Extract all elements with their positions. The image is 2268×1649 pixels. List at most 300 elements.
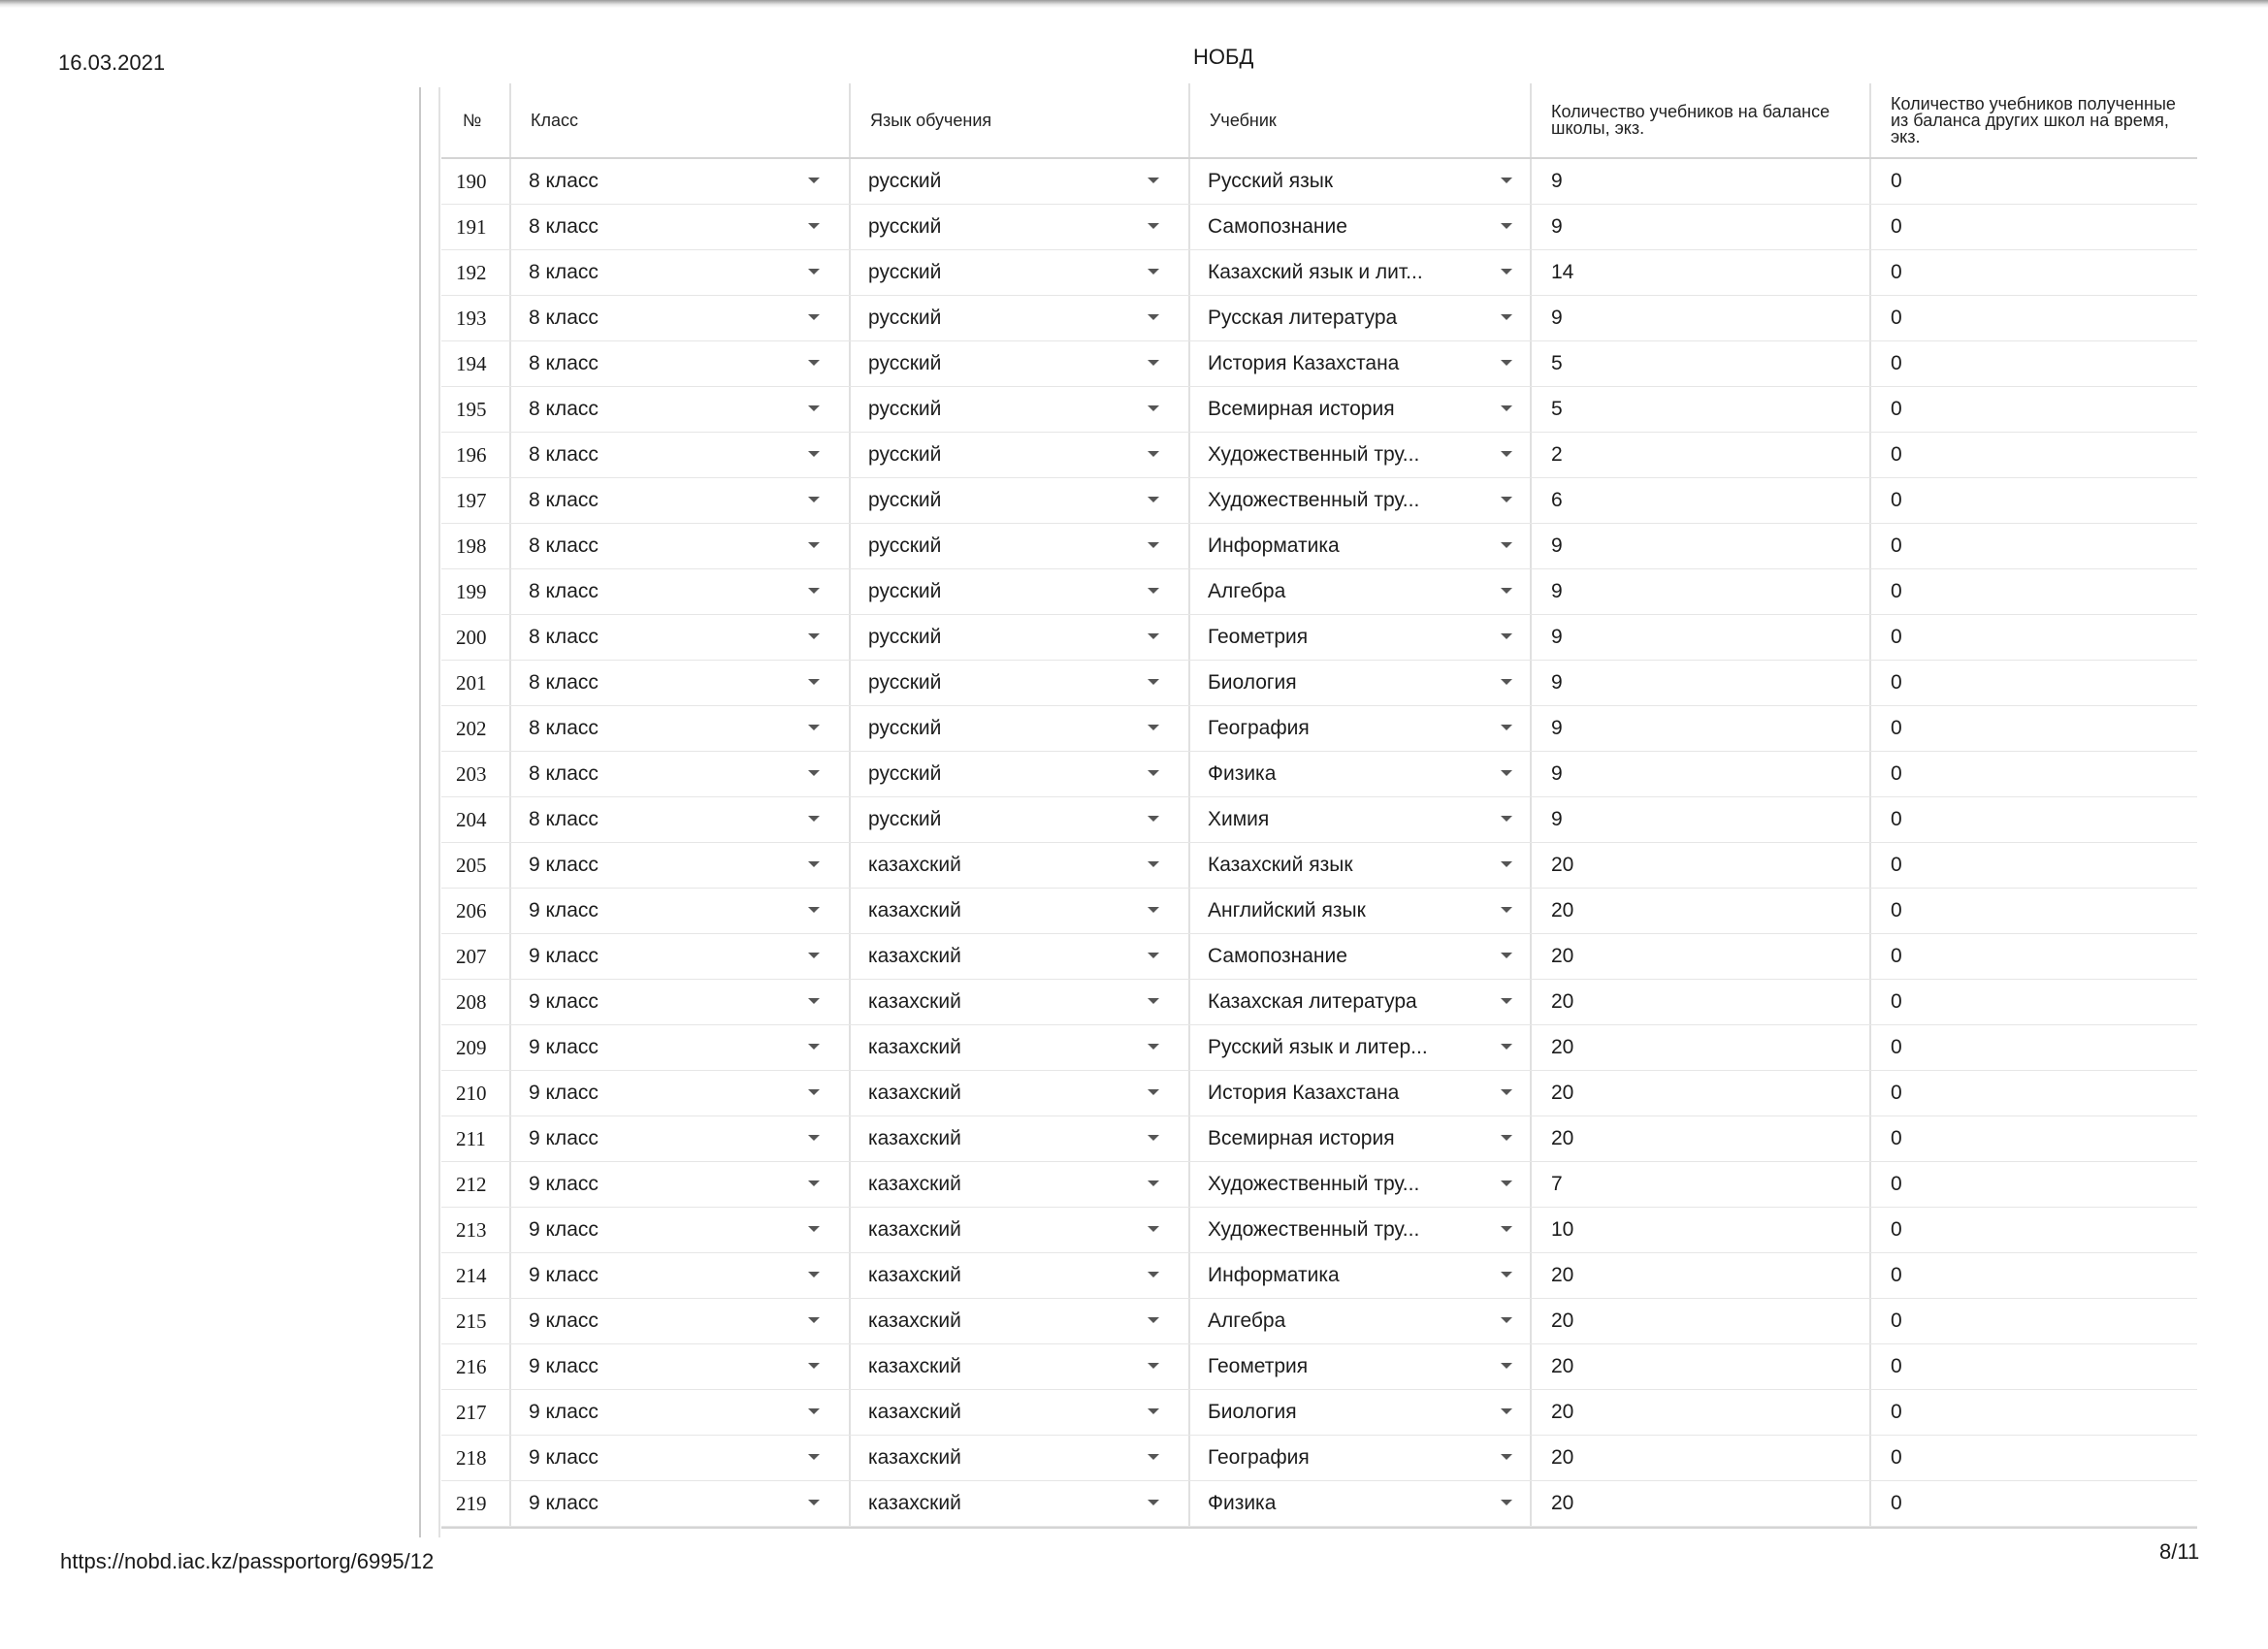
chevron-down-icon[interactable] <box>1148 1135 1159 1141</box>
chevron-down-icon[interactable] <box>1148 953 1159 958</box>
row-number: 202 <box>456 716 487 740</box>
chevron-down-icon[interactable] <box>1501 1317 1512 1323</box>
language-select[interactable] <box>849 250 1188 295</box>
textbook-select-value: Самопознание <box>1208 945 1347 967</box>
chevron-down-icon[interactable] <box>808 178 820 183</box>
chevron-down-icon[interactable] <box>808 1044 820 1050</box>
language-select-value: русский <box>868 261 942 283</box>
textbook-select[interactable] <box>1188 661 1530 705</box>
textbook-select-value: История Казахстана <box>1208 1082 1400 1104</box>
row-number: 194 <box>456 351 487 375</box>
balance-input[interactable]: 20 <box>1530 1253 1869 1298</box>
chevron-down-icon[interactable] <box>808 633 820 639</box>
balance-input[interactable]: 20 <box>1530 1299 1869 1343</box>
textbook-select[interactable] <box>1188 341 1530 386</box>
chevron-down-icon[interactable] <box>1501 1044 1512 1050</box>
balance-input[interactable]: 9 <box>1530 752 1869 796</box>
balance-input[interactable]: 9 <box>1530 205 1869 249</box>
language-select[interactable] <box>849 569 1188 614</box>
chevron-down-icon[interactable] <box>808 907 820 913</box>
textbook-select[interactable] <box>1188 1436 1530 1480</box>
chevron-down-icon[interactable] <box>808 588 820 594</box>
chevron-down-icon[interactable] <box>1148 497 1159 502</box>
textbook-select[interactable] <box>1188 889 1530 933</box>
chevron-down-icon[interactable] <box>1501 314 1512 320</box>
table-row <box>441 1299 2197 1344</box>
chevron-down-icon[interactable] <box>808 405 820 411</box>
class-select[interactable] <box>509 159 849 204</box>
chevron-down-icon[interactable] <box>1501 1180 1512 1186</box>
sidebar-divider <box>419 87 421 1537</box>
chevron-down-icon[interactable] <box>1148 1363 1159 1369</box>
chevron-down-icon[interactable] <box>808 542 820 548</box>
chevron-down-icon[interactable] <box>1148 1089 1159 1095</box>
class-select-value: 9 класс <box>529 1355 599 1377</box>
chevron-down-icon[interactable] <box>1148 223 1159 229</box>
class-select[interactable] <box>509 706 849 751</box>
received-input[interactable]: 0 <box>1869 478 2197 523</box>
class-select[interactable] <box>509 1299 849 1343</box>
class-select[interactable] <box>509 524 849 568</box>
balance-input[interactable]: 20 <box>1530 1116 1869 1161</box>
class-select[interactable] <box>509 205 849 249</box>
balance-input[interactable]: 5 <box>1530 387 1869 432</box>
balance-input[interactable]: 9 <box>1530 569 1869 614</box>
language-select-value: русский <box>868 307 942 329</box>
chevron-down-icon[interactable] <box>1148 360 1159 366</box>
balance-input[interactable]: 20 <box>1530 1071 1869 1116</box>
chevron-down-icon[interactable] <box>1148 907 1159 913</box>
chevron-down-icon[interactable] <box>1148 1408 1159 1414</box>
received-input[interactable]: 0 <box>1869 1071 2197 1116</box>
class-select[interactable] <box>509 797 849 842</box>
row-number: 208 <box>456 989 487 1014</box>
balance-input[interactable]: 9 <box>1530 661 1869 705</box>
balance-input[interactable]: 6 <box>1530 478 1869 523</box>
language-select[interactable] <box>849 706 1188 751</box>
chevron-down-icon[interactable] <box>1501 497 1512 502</box>
chevron-down-icon[interactable] <box>1148 588 1159 594</box>
class-select-value: 9 класс <box>529 1127 599 1149</box>
balance-input[interactable]: 9 <box>1530 797 1869 842</box>
textbook-select[interactable] <box>1188 843 1530 888</box>
chevron-down-icon[interactable] <box>1501 1500 1512 1505</box>
language-select[interactable] <box>849 341 1188 386</box>
language-select[interactable] <box>849 433 1188 477</box>
row-number: 203 <box>456 761 487 786</box>
table-row <box>441 524 2197 569</box>
class-select-value: 9 класс <box>529 1173 599 1195</box>
table-row <box>441 1116 2197 1162</box>
chevron-down-icon[interactable] <box>1501 1089 1512 1095</box>
chevron-down-icon[interactable] <box>1148 1454 1159 1460</box>
class-select[interactable] <box>509 752 849 796</box>
chevron-down-icon[interactable] <box>808 861 820 867</box>
chevron-down-icon[interactable] <box>808 1408 820 1414</box>
chevron-down-icon[interactable] <box>808 953 820 958</box>
language-select[interactable] <box>849 980 1188 1024</box>
language-select-value: русский <box>868 626 942 648</box>
chevron-down-icon[interactable] <box>1501 223 1512 229</box>
received-input[interactable]: 0 <box>1869 159 2197 204</box>
chevron-down-icon[interactable] <box>1148 178 1159 183</box>
chevron-down-icon[interactable] <box>808 497 820 502</box>
language-select[interactable] <box>849 387 1188 432</box>
textbook-select-value: Биология <box>1208 1401 1297 1423</box>
received-input[interactable]: 0 <box>1869 1299 2197 1343</box>
chevron-down-icon[interactable] <box>1148 816 1159 822</box>
balance-input[interactable]: 9 <box>1530 615 1869 660</box>
class-select[interactable] <box>509 250 849 295</box>
class-select[interactable] <box>509 569 849 614</box>
textbook-select[interactable] <box>1188 797 1530 842</box>
page-number: 8/11 <box>2159 1539 2200 1564</box>
class-select[interactable] <box>509 980 849 1024</box>
class-select[interactable] <box>509 433 849 477</box>
language-select[interactable] <box>849 797 1188 842</box>
language-select-value: русский <box>868 489 942 511</box>
language-select-value: казахский <box>868 899 961 922</box>
textbook-select[interactable] <box>1188 205 1530 249</box>
language-select[interactable] <box>849 1436 1188 1480</box>
balance-input[interactable]: 20 <box>1530 889 1869 933</box>
textbook-select[interactable] <box>1188 250 1530 295</box>
textbook-select-value: Русский язык и литер... <box>1208 1036 1428 1058</box>
print-date: 16.03.2021 <box>58 50 166 75</box>
chevron-down-icon[interactable] <box>1148 998 1159 1004</box>
balance-input[interactable]: 20 <box>1530 1436 1869 1480</box>
chevron-down-icon[interactable] <box>1501 542 1512 548</box>
chevron-down-icon[interactable] <box>1148 1272 1159 1277</box>
chevron-down-icon[interactable] <box>808 1135 820 1141</box>
textbook-select-value: Казахская литература <box>1208 990 1417 1013</box>
class-select[interactable] <box>509 1071 849 1116</box>
table-row <box>441 1344 2197 1390</box>
chevron-down-icon[interactable] <box>1148 679 1159 685</box>
language-select[interactable] <box>849 205 1188 249</box>
class-select[interactable] <box>509 1390 849 1435</box>
balance-input[interactable]: 9 <box>1530 706 1869 751</box>
balance-input[interactable]: 20 <box>1530 1025 1869 1070</box>
language-select-value: русский <box>868 808 942 830</box>
balance-input[interactable]: 9 <box>1530 524 1869 568</box>
chevron-down-icon[interactable] <box>808 314 820 320</box>
language-select[interactable] <box>849 1390 1188 1435</box>
textbook-select[interactable] <box>1188 1299 1530 1343</box>
language-select[interactable] <box>849 1253 1188 1298</box>
class-select[interactable] <box>509 1208 849 1252</box>
row-number: 215 <box>456 1309 487 1333</box>
received-input[interactable]: 0 <box>1869 250 2197 295</box>
chevron-down-icon[interactable] <box>1148 1044 1159 1050</box>
chevron-down-icon[interactable] <box>1148 1226 1159 1232</box>
textbook-select-value: Алгебра <box>1208 580 1286 602</box>
textbook-select[interactable] <box>1188 569 1530 614</box>
chevron-down-icon[interactable] <box>808 1089 820 1095</box>
received-input[interactable]: 0 <box>1869 1344 2197 1389</box>
balance-input[interactable]: 7 <box>1530 1162 1869 1207</box>
chevron-down-icon[interactable] <box>1501 269 1512 275</box>
textbook-select-value: Художественный тру... <box>1208 1173 1420 1195</box>
language-select[interactable] <box>849 1025 1188 1070</box>
chevron-down-icon[interactable] <box>1501 588 1512 594</box>
language-select[interactable] <box>849 478 1188 523</box>
chevron-down-icon[interactable] <box>1501 679 1512 685</box>
class-select[interactable] <box>509 843 849 888</box>
language-select[interactable] <box>849 934 1188 979</box>
textbook-select[interactable] <box>1188 524 1530 568</box>
chevron-down-icon[interactable] <box>1501 816 1512 822</box>
chevron-down-icon[interactable] <box>808 1317 820 1323</box>
chevron-down-icon[interactable] <box>1148 861 1159 867</box>
textbook-select[interactable] <box>1188 980 1530 1024</box>
class-select[interactable] <box>509 661 849 705</box>
chevron-down-icon[interactable] <box>1501 451 1512 457</box>
class-select[interactable] <box>509 1481 849 1526</box>
received-input[interactable]: 0 <box>1869 797 2197 842</box>
textbook-select[interactable] <box>1188 159 1530 204</box>
balance-input[interactable]: 20 <box>1530 843 1869 888</box>
received-input[interactable]: 0 <box>1869 1481 2197 1526</box>
chevron-down-icon[interactable] <box>808 1272 820 1277</box>
row-number: 191 <box>456 214 487 239</box>
chevron-down-icon[interactable] <box>808 1500 820 1505</box>
class-select-value: 8 класс <box>529 489 599 511</box>
language-select[interactable] <box>849 1299 1188 1343</box>
chevron-down-icon[interactable] <box>1148 1500 1159 1505</box>
received-input[interactable]: 0 <box>1869 296 2197 340</box>
textbook-select-value: Информатика <box>1208 1264 1340 1286</box>
balance-input[interactable]: 20 <box>1530 980 1869 1024</box>
chevron-down-icon[interactable] <box>808 770 820 776</box>
class-select[interactable] <box>509 1162 849 1207</box>
textbook-select[interactable] <box>1188 296 1530 340</box>
chevron-down-icon[interactable] <box>1501 1135 1512 1141</box>
chevron-down-icon[interactable] <box>808 725 820 730</box>
textbook-select[interactable] <box>1188 1481 1530 1526</box>
received-input[interactable]: 0 <box>1869 1208 2197 1252</box>
chevron-down-icon[interactable] <box>808 360 820 366</box>
balance-input[interactable]: 20 <box>1530 1390 1869 1435</box>
class-select[interactable] <box>509 1253 849 1298</box>
received-input[interactable]: 0 <box>1869 889 2197 933</box>
textbook-select-value: Физика <box>1208 762 1277 785</box>
language-select[interactable] <box>849 159 1188 204</box>
received-input[interactable]: 0 <box>1869 980 2197 1024</box>
chevron-down-icon[interactable] <box>1501 725 1512 730</box>
class-select[interactable] <box>509 889 849 933</box>
textbook-select[interactable] <box>1188 387 1530 432</box>
textbook-select-value: Алгебра <box>1208 1310 1286 1332</box>
language-select-value: казахский <box>868 1446 961 1469</box>
table-row <box>441 1390 2197 1436</box>
balance-input[interactable]: 5 <box>1530 341 1869 386</box>
textbook-select[interactable] <box>1188 1208 1530 1252</box>
chevron-down-icon[interactable] <box>1501 1363 1512 1369</box>
balance-input[interactable]: 20 <box>1530 934 1869 979</box>
chevron-down-icon[interactable] <box>1148 542 1159 548</box>
chevron-down-icon[interactable] <box>808 816 820 822</box>
language-select-value: казахский <box>868 1127 961 1149</box>
chevron-down-icon[interactable] <box>1148 1180 1159 1186</box>
language-select[interactable] <box>849 524 1188 568</box>
balance-input[interactable]: 14 <box>1530 250 1869 295</box>
column-header-balance: Количество учебников на балансе школы, экз. <box>1530 83 1869 157</box>
received-input[interactable]: 0 <box>1869 1116 2197 1161</box>
received-input[interactable]: 0 <box>1869 843 2197 888</box>
textbook-select[interactable] <box>1188 1253 1530 1298</box>
chevron-down-icon[interactable] <box>1501 1226 1512 1232</box>
class-select[interactable] <box>509 341 849 386</box>
language-select-value: казахский <box>868 1173 961 1195</box>
row-number: 214 <box>456 1263 487 1287</box>
received-input[interactable]: 0 <box>1869 524 2197 568</box>
chevron-down-icon[interactable] <box>808 679 820 685</box>
language-select[interactable] <box>849 752 1188 796</box>
class-select-value: 9 класс <box>529 1310 599 1332</box>
received-input[interactable]: 0 <box>1869 387 2197 432</box>
sidebar-divider-inner <box>438 87 440 1537</box>
language-select[interactable] <box>849 1481 1188 1526</box>
class-select[interactable] <box>509 1344 849 1389</box>
received-input[interactable]: 0 <box>1869 706 2197 751</box>
language-select[interactable] <box>849 1344 1188 1389</box>
class-select-value: 8 класс <box>529 626 599 648</box>
textbook-select[interactable] <box>1188 615 1530 660</box>
textbook-select[interactable] <box>1188 934 1530 979</box>
textbook-select[interactable] <box>1188 433 1530 477</box>
chevron-down-icon[interactable] <box>1148 1317 1159 1323</box>
language-select[interactable] <box>849 889 1188 933</box>
class-select[interactable] <box>509 1436 849 1480</box>
language-select-value: русский <box>868 352 942 374</box>
language-select[interactable] <box>849 1162 1188 1207</box>
textbook-select[interactable] <box>1188 1071 1530 1116</box>
language-select[interactable] <box>849 1071 1188 1116</box>
chevron-down-icon[interactable] <box>1501 770 1512 776</box>
language-select[interactable] <box>849 296 1188 340</box>
table-row <box>441 889 2197 934</box>
language-select[interactable] <box>849 1116 1188 1161</box>
class-select-value: 8 класс <box>529 671 599 694</box>
textbook-select-value: История Казахстана <box>1208 352 1400 374</box>
chevron-down-icon[interactable] <box>1501 953 1512 958</box>
language-select[interactable] <box>849 661 1188 705</box>
class-select[interactable] <box>509 478 849 523</box>
row-number: 217 <box>456 1400 487 1424</box>
language-select[interactable] <box>849 843 1188 888</box>
received-input[interactable]: 0 <box>1869 341 2197 386</box>
balance-input[interactable]: 20 <box>1530 1481 1869 1526</box>
column-header-textbook: Учебник <box>1188 83 1530 157</box>
chevron-down-icon[interactable] <box>1501 360 1512 366</box>
class-select-value: 8 класс <box>529 170 599 192</box>
class-select[interactable] <box>509 615 849 660</box>
chevron-down-icon[interactable] <box>1148 633 1159 639</box>
chevron-down-icon[interactable] <box>1148 451 1159 457</box>
row-number: 196 <box>456 442 487 467</box>
row-number: 216 <box>456 1354 487 1378</box>
textbook-select[interactable] <box>1188 1344 1530 1389</box>
chevron-down-icon[interactable] <box>808 1454 820 1460</box>
balance-input[interactable]: 9 <box>1530 159 1869 204</box>
class-select[interactable] <box>509 387 849 432</box>
textbook-select[interactable] <box>1188 1116 1530 1161</box>
class-select[interactable] <box>509 1025 849 1070</box>
chevron-down-icon[interactable] <box>1501 178 1512 183</box>
received-input[interactable]: 0 <box>1869 433 2197 477</box>
chevron-down-icon[interactable] <box>1501 405 1512 411</box>
row-number: 209 <box>456 1035 487 1059</box>
chevron-down-icon[interactable] <box>1501 633 1512 639</box>
balance-input[interactable]: 10 <box>1530 1208 1869 1252</box>
textbook-select[interactable] <box>1188 1025 1530 1070</box>
chevron-down-icon[interactable] <box>808 998 820 1004</box>
chevron-down-icon[interactable] <box>808 451 820 457</box>
chevron-down-icon[interactable] <box>808 1363 820 1369</box>
received-input[interactable]: 0 <box>1869 205 2197 249</box>
textbook-select[interactable] <box>1188 1390 1530 1435</box>
row-number: 190 <box>456 169 487 193</box>
class-select[interactable] <box>509 1116 849 1161</box>
received-input[interactable]: 0 <box>1869 1436 2197 1480</box>
textbook-select[interactable] <box>1188 706 1530 751</box>
chevron-down-icon[interactable] <box>1501 1272 1512 1277</box>
chevron-down-icon[interactable] <box>1148 405 1159 411</box>
chevron-down-icon[interactable] <box>1501 907 1512 913</box>
class-select[interactable] <box>509 934 849 979</box>
received-input[interactable]: 0 <box>1869 1390 2197 1435</box>
received-input[interactable]: 0 <box>1869 934 2197 979</box>
balance-input[interactable]: 9 <box>1530 296 1869 340</box>
language-select-value: казахский <box>868 1355 961 1377</box>
textbook-select-value: Всемирная история <box>1208 398 1395 420</box>
received-input[interactable]: 0 <box>1869 615 2197 660</box>
table-row <box>441 1208 2197 1253</box>
chevron-down-icon[interactable] <box>1501 1408 1512 1414</box>
received-input[interactable]: 0 <box>1869 1025 2197 1070</box>
chevron-down-icon[interactable] <box>808 223 820 229</box>
textbook-select-value: География <box>1208 1446 1310 1469</box>
chevron-down-icon[interactable] <box>1148 725 1159 730</box>
language-select-value: русский <box>868 762 942 785</box>
class-select-value: 9 класс <box>529 1446 599 1469</box>
chevron-down-icon[interactable] <box>1148 770 1159 776</box>
balance-input[interactable]: 2 <box>1530 433 1869 477</box>
column-header-language: Язык обучения <box>849 83 1188 157</box>
language-select[interactable] <box>849 615 1188 660</box>
balance-input[interactable]: 20 <box>1530 1344 1869 1389</box>
chevron-down-icon[interactable] <box>1148 269 1159 275</box>
language-select[interactable] <box>849 1208 1188 1252</box>
textbook-select[interactable] <box>1188 1162 1530 1207</box>
textbook-select[interactable] <box>1188 478 1530 523</box>
textbook-select[interactable] <box>1188 752 1530 796</box>
received-input[interactable]: 0 <box>1869 1162 2197 1207</box>
chevron-down-icon[interactable] <box>808 1180 820 1186</box>
chevron-down-icon[interactable] <box>1501 1454 1512 1460</box>
chevron-down-icon[interactable] <box>1148 314 1159 320</box>
received-input[interactable]: 0 <box>1869 1253 2197 1298</box>
class-select[interactable] <box>509 296 849 340</box>
received-input[interactable]: 0 <box>1869 661 2197 705</box>
chevron-down-icon[interactable] <box>1501 861 1512 867</box>
chevron-down-icon[interactable] <box>1501 998 1512 1004</box>
chevron-down-icon[interactable] <box>808 269 820 275</box>
received-input[interactable]: 0 <box>1869 752 2197 796</box>
chevron-down-icon[interactable] <box>808 1226 820 1232</box>
received-input[interactable]: 0 <box>1869 569 2197 614</box>
